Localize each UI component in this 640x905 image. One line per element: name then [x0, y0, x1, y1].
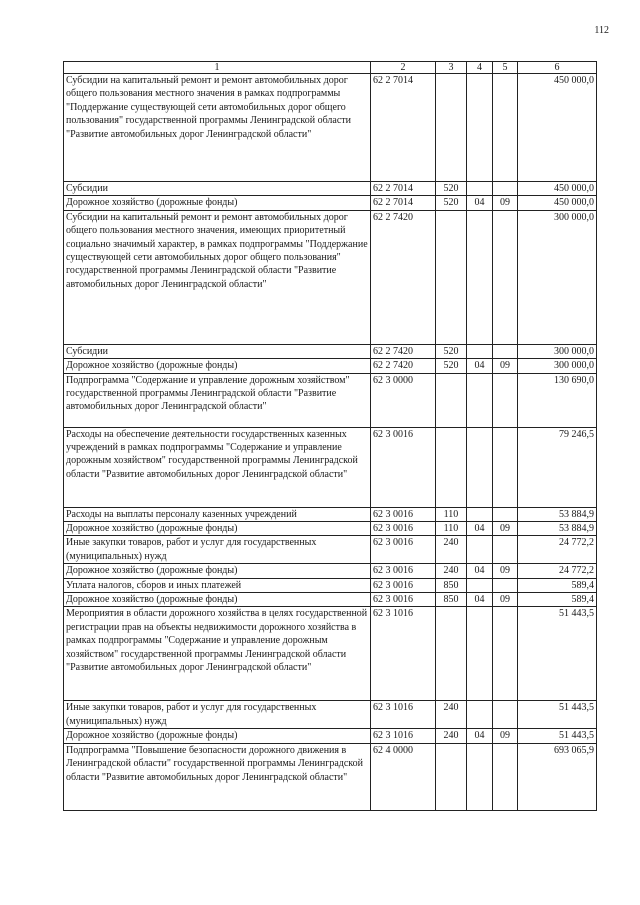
row-section-cell: 04: [467, 729, 493, 743]
row-code-cell: 62 2 7014: [371, 74, 436, 182]
row-code-cell: 62 3 0016: [371, 522, 436, 536]
row-section-cell: [467, 182, 493, 196]
row-expense-type-cell: 240: [436, 729, 467, 743]
table-row: [64, 743, 597, 810]
header-cell: 6: [518, 62, 597, 74]
row-code-cell: 62 3 0016: [371, 578, 436, 592]
row-subsection-cell: [493, 536, 518, 564]
row-name-cell: Мероприятия в области дорожного хозяйства в целях государственной регистрации прав на объекты недвижимости дорожного хозяйства в рамках подпрограммы "Содержание и управление дорожным хозяйством" государственной программы Ленинградской области "Развитие автомобильных дорог Ленинградской области": [64, 607, 371, 701]
budget-table-body: [64, 62, 597, 811]
table-row: [64, 522, 597, 536]
row-code-cell: 62 3 1016: [371, 729, 436, 743]
row-amount-cell: 79 246,5: [518, 427, 597, 507]
table-row: [64, 578, 597, 592]
table-row: [64, 373, 597, 427]
row-name-cell: Иные закупки товаров, работ и услуг для государственных (муниципальных) нужд: [64, 701, 371, 729]
row-name-cell: Подпрограмма "Содержание и управление дорожным хозяйством" государственной программы Ленинградской области "Развитие автомобильных дорог Ленинградской области": [64, 373, 371, 427]
header-cell: 4: [467, 62, 493, 74]
row-code-cell: 62 3 0016: [371, 564, 436, 578]
row-code-cell: 62 2 7420: [371, 344, 436, 358]
row-subsection-cell: [493, 210, 518, 344]
row-amount-cell: 589,4: [518, 593, 597, 607]
header-cell: 1: [64, 62, 371, 74]
row-amount-cell: 24 772,2: [518, 564, 597, 578]
table-row: [64, 564, 597, 578]
row-expense-type-cell: 520: [436, 344, 467, 358]
row-section-cell: 04: [467, 196, 493, 210]
row-section-cell: [467, 344, 493, 358]
row-amount-cell: 53 884,9: [518, 522, 597, 536]
row-section-cell: [467, 74, 493, 182]
row-amount-cell: 693 065,9: [518, 743, 597, 810]
row-section-cell: [467, 427, 493, 507]
table-row: [64, 701, 597, 729]
row-code-cell: 62 3 0016: [371, 593, 436, 607]
row-section-cell: [467, 536, 493, 564]
row-expense-type-cell: 520: [436, 359, 467, 373]
row-code-cell: 62 3 0016: [371, 427, 436, 507]
table-row: [64, 182, 597, 196]
row-amount-cell: 24 772,2: [518, 536, 597, 564]
row-section-cell: [467, 373, 493, 427]
header-cell: 3: [436, 62, 467, 74]
row-amount-cell: 53 884,9: [518, 507, 597, 521]
row-expense-type-cell: 240: [436, 564, 467, 578]
row-subsection-cell: 09: [493, 593, 518, 607]
row-amount-cell: 589,4: [518, 578, 597, 592]
table-row: [64, 607, 597, 701]
row-section-cell: 04: [467, 593, 493, 607]
row-subsection-cell: [493, 182, 518, 196]
row-expense-type-cell: 240: [436, 701, 467, 729]
row-expense-type-cell: 850: [436, 578, 467, 592]
row-section-cell: 04: [467, 564, 493, 578]
row-section-cell: [467, 210, 493, 344]
row-subsection-cell: [493, 427, 518, 507]
row-amount-cell: 450 000,0: [518, 182, 597, 196]
row-subsection-cell: 09: [493, 564, 518, 578]
row-section-cell: 04: [467, 359, 493, 373]
row-expense-type-cell: 110: [436, 507, 467, 521]
row-amount-cell: 450 000,0: [518, 196, 597, 210]
row-name-cell: Уплата налогов, сборов и иных платежей: [64, 578, 371, 592]
row-subsection-cell: 09: [493, 196, 518, 210]
row-section-cell: [467, 607, 493, 701]
row-name-cell: Дорожное хозяйство (дорожные фонды): [64, 359, 371, 373]
row-name-cell: Подпрограмма "Повышение безопасности дорожного движения в Ленинградской области" государственной программы Ленинградской области "Развитие автомобильных дорог Ленинградской области": [64, 743, 371, 810]
row-expense-type-cell: [436, 373, 467, 427]
table-row: [64, 210, 597, 344]
row-amount-cell: 51 443,5: [518, 729, 597, 743]
row-amount-cell: 300 000,0: [518, 344, 597, 358]
row-expense-type-cell: 520: [436, 182, 467, 196]
row-name-cell: Расходы на выплаты персоналу казенных учреждений: [64, 507, 371, 521]
budget-table: [63, 61, 597, 811]
table-row: [64, 729, 597, 743]
row-name-cell: Субсидии: [64, 182, 371, 196]
table-row: [64, 359, 597, 373]
row-code-cell: 62 4 0000: [371, 743, 436, 810]
row-code-cell: 62 2 7420: [371, 210, 436, 344]
header-cell: 2: [371, 62, 436, 74]
row-code-cell: 62 3 1016: [371, 607, 436, 701]
row-expense-type-cell: [436, 210, 467, 344]
row-code-cell: 62 2 7014: [371, 182, 436, 196]
row-subsection-cell: 09: [493, 359, 518, 373]
row-expense-type-cell: [436, 743, 467, 810]
row-section-cell: [467, 743, 493, 810]
table-row: [64, 74, 597, 182]
table-row: [64, 344, 597, 358]
row-amount-cell: 130 690,0: [518, 373, 597, 427]
row-subsection-cell: [493, 743, 518, 810]
row-section-cell: 04: [467, 522, 493, 536]
row-name-cell: Иные закупки товаров, работ и услуг для государственных (муниципальных) нужд: [64, 536, 371, 564]
table-row: [64, 536, 597, 564]
row-name-cell: Дорожное хозяйство (дорожные фонды): [64, 564, 371, 578]
row-code-cell: 62 3 0016: [371, 507, 436, 521]
row-section-cell: [467, 578, 493, 592]
row-amount-cell: 300 000,0: [518, 210, 597, 344]
row-name-cell: Дорожное хозяйство (дорожные фонды): [64, 729, 371, 743]
row-name-cell: Дорожное хозяйство (дорожные фонды): [64, 522, 371, 536]
row-name-cell: Дорожное хозяйство (дорожные фонды): [64, 196, 371, 210]
row-section-cell: [467, 701, 493, 729]
row-expense-type-cell: 520: [436, 196, 467, 210]
row-subsection-cell: [493, 373, 518, 427]
row-subsection-cell: 09: [493, 522, 518, 536]
row-name-cell: Дорожное хозяйство (дорожные фонды): [64, 593, 371, 607]
row-amount-cell: 51 443,5: [518, 607, 597, 701]
header-cell: 5: [493, 62, 518, 74]
row-subsection-cell: [493, 507, 518, 521]
row-code-cell: 62 2 7420: [371, 359, 436, 373]
row-subsection-cell: [493, 607, 518, 701]
row-amount-cell: 450 000,0: [518, 74, 597, 182]
row-name-cell: Расходы на обеспечение деятельности государственных казенных учреждений в рамках подпрограммы "Содержание и управление дорожным хозяйством" государственной программы Ленинградской области "Развитие автомобильных дорог Ленинградской области": [64, 427, 371, 507]
row-expense-type-cell: 110: [436, 522, 467, 536]
table-row: [64, 507, 597, 521]
row-expense-type-cell: 240: [436, 536, 467, 564]
row-subsection-cell: [493, 344, 518, 358]
row-code-cell: 62 3 1016: [371, 701, 436, 729]
table-row: [64, 427, 597, 507]
row-amount-cell: 51 443,5: [518, 701, 597, 729]
row-code-cell: 62 3 0016: [371, 536, 436, 564]
table-row: [64, 196, 597, 210]
row-name-cell: Субсидии на капитальный ремонт и ремонт автомобильных дорог общего пользования местного значения в рамках подпрограммы "Поддержание существующей сети автомобильных дорог общего пользования" государственной программы Ленинградской области "Развитие автомобильных дорог Ленинградской области": [64, 74, 371, 182]
row-code-cell: 62 2 7014: [371, 196, 436, 210]
row-code-cell: 62 3 0000: [371, 373, 436, 427]
row-expense-type-cell: [436, 427, 467, 507]
page-number: 112: [594, 25, 609, 36]
row-subsection-cell: 09: [493, 729, 518, 743]
row-section-cell: [467, 507, 493, 521]
row-expense-type-cell: [436, 74, 467, 182]
table-row: [64, 593, 597, 607]
table-header-row: [64, 62, 597, 74]
row-name-cell: Субсидии на капитальный ремонт и ремонт автомобильных дорог общего пользования местного значения, имеющих приоритетный социально значимый характер, в рамках подпрограммы "Поддержание существующей сети автомобильных дорог общего пользования" государственной программы Ленинградской области "Развитие автомобильных дорог Ленинградской области": [64, 210, 371, 344]
row-amount-cell: 300 000,0: [518, 359, 597, 373]
row-expense-type-cell: [436, 607, 467, 701]
row-subsection-cell: [493, 701, 518, 729]
row-expense-type-cell: 850: [436, 593, 467, 607]
row-subsection-cell: [493, 578, 518, 592]
row-name-cell: Субсидии: [64, 344, 371, 358]
row-subsection-cell: [493, 74, 518, 182]
